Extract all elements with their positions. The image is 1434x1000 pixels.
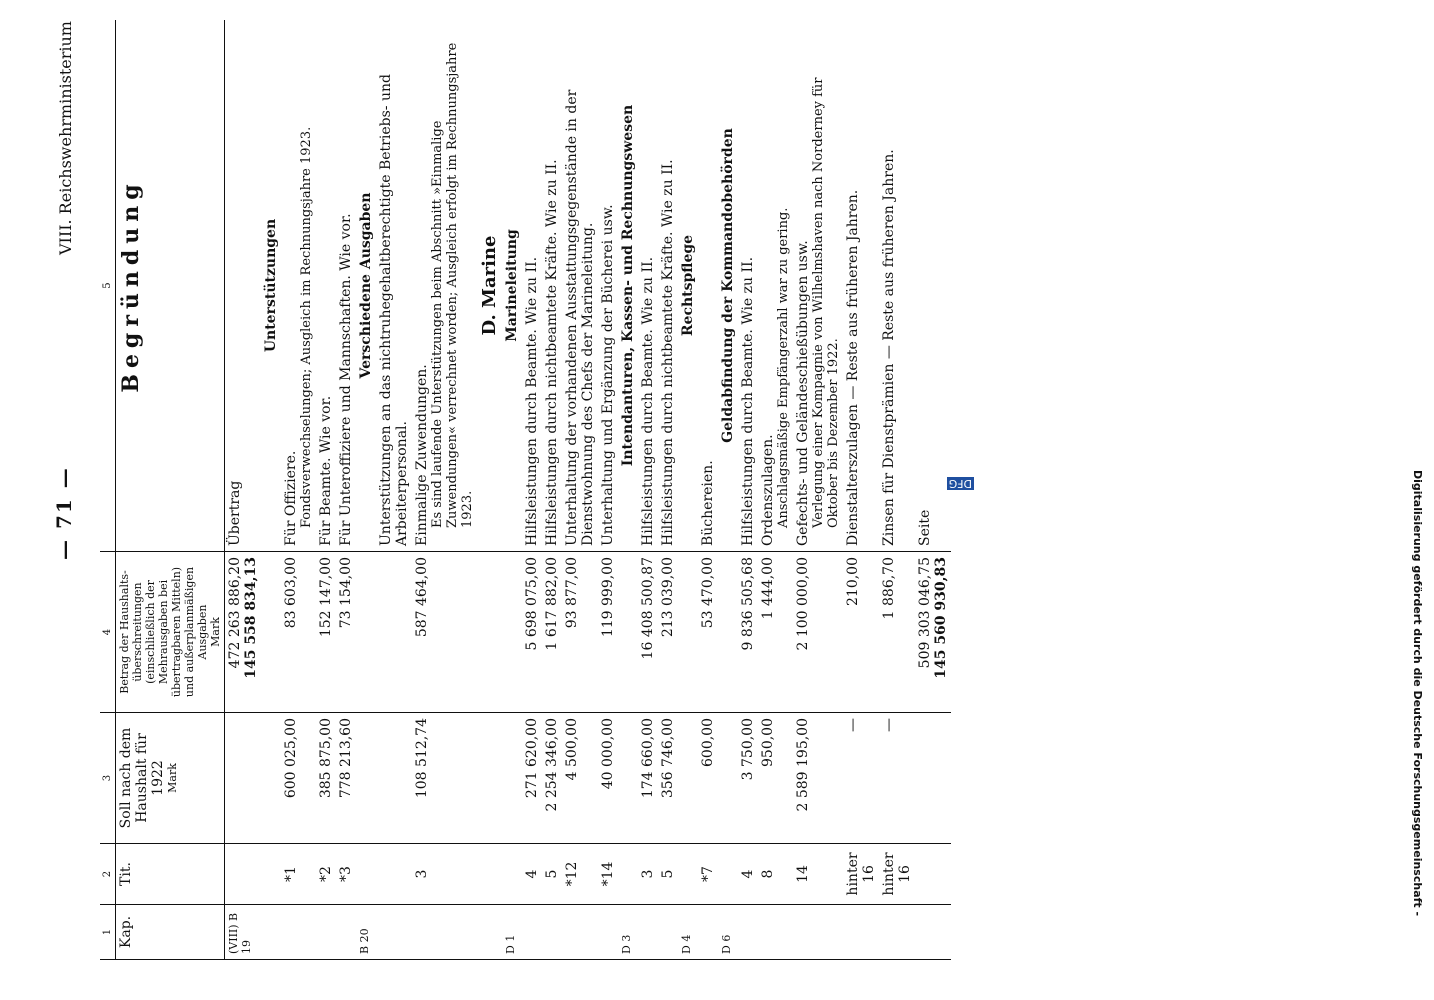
row-kap [281,905,316,960]
row-soll: — [879,713,915,844]
row-heading: Unterstützungen [263,218,279,353]
colnum-3: 3 [100,713,116,844]
row-text [281,20,316,552]
row-text [618,20,638,552]
row-soll [261,713,281,844]
table-row [281,20,316,960]
row-betrag [562,552,598,713]
row-text [376,20,412,552]
row-heading: D. Marine [479,235,500,336]
row-tit: *14 [598,844,618,905]
row-heading: Verschiedene Ausgaben [358,192,374,379]
row-betrag-value: 53 470,00 [700,557,716,629]
header-soll-unit: Mark [166,763,179,793]
row-text [522,20,542,552]
row-text [562,20,598,552]
row-note: Es sind laufende Unterstützungen beim Abschnitt »Einmalige Zuwendungen« verrechnet worden; Ausgleich erfolgt im Rechnungsjahre 1923. [430,42,475,528]
table-row [412,20,477,960]
row-heading: Rechtspflege [680,234,696,337]
table-row [879,20,915,960]
row-tit: 3 [638,844,658,905]
row-tit [618,844,638,905]
row-soll: 3 750,00 [738,713,758,844]
row-text [225,20,262,552]
table-row [598,20,618,960]
table-row [915,20,951,960]
row-tit: 14 [793,844,843,905]
row-description: Hilfsleistungen durch nichtbeamtete Kräfte. Wie zu II. [660,159,676,546]
row-soll: 2 254 346,00 [542,713,562,844]
row-betrag [281,552,316,713]
table-body [225,20,952,960]
row-betrag [477,552,502,713]
table-row [618,20,638,960]
row-description: Unterhaltung der vorhandenen Ausstattungsgegenstände in der Dienstwohnung des Chefs der Marineleitung. [564,89,596,546]
colnum-5: 5 [100,20,116,552]
row-betrag [336,552,356,713]
header-kap: Kap. [116,905,225,960]
row-betrag [879,552,915,713]
row-betrag [542,552,562,713]
table-row [542,20,562,960]
row-text [879,20,915,552]
row-tit: 4 [522,844,542,905]
row-kap [915,905,951,960]
row-soll [502,713,522,844]
row-soll [376,713,412,844]
row-note: Anschlagsmäßige Empfängerzahl war zu gering. [776,207,791,528]
row-kap [412,905,477,960]
row-betrag-value: 213 039,00 [660,557,676,638]
row-betrag-value: 587 464,00 [414,557,430,638]
row-text [412,20,477,552]
row-betrag-value: 472 263 886,20 [227,557,243,669]
row-tit [502,844,522,905]
row-text [793,20,843,552]
table-row [658,20,678,960]
colnum-2: 2 [100,844,116,905]
row-text [598,20,618,552]
row-text [718,20,738,552]
row-betrag-value: 210,00 [845,557,861,606]
row-kap [562,905,598,960]
row-betrag [915,552,951,713]
row-betrag-value: 16 408 500,87 [640,557,656,660]
row-text [542,20,562,552]
row-tit: hinter 16 [843,844,879,905]
row-soll: 600,00 [698,713,718,844]
row-text [261,20,281,552]
row-betrag-value: 2 100 000,00 [795,557,811,651]
row-soll: 950,00 [758,713,793,844]
row-betrag [598,552,618,713]
column-number-row [100,20,116,960]
row-note: Verlegung einer Kompagnie von Wilhelmshaven nach Norderney für Oktober bis Dezember 1922. [811,77,841,528]
row-note: Fondsverwechselungen; Ausgleich im Rechnungsjahre 1923. [299,126,314,528]
row-text [336,20,356,552]
row-betrag-value: 119 999,00 [600,557,616,638]
row-betrag-value: 1 886,70 [881,557,897,620]
row-kap: D 3 [618,905,638,960]
row-kap [261,905,281,960]
header-row [116,20,225,960]
row-text [915,20,951,552]
row-betrag [758,552,793,713]
row-betrag [502,552,522,713]
row-text [477,20,502,552]
row-description: Unterhaltung und Ergänzung der Bücherei usw. [600,204,616,546]
row-kap [316,905,336,960]
table-row [261,20,281,960]
row-soll: 108 512,74 [412,713,477,844]
row-kap [522,905,542,960]
row-betrag [618,552,638,713]
row-soll: 600 025,00 [281,713,316,844]
row-text [843,20,879,552]
row-description: Hilfsleistungen durch Beamte. Wie zu II. [640,256,656,546]
row-heading: Geldabfindung der Kommandobehörden [720,128,736,443]
header-betrag [116,552,225,713]
row-text [638,20,658,552]
row-kap: D 1 [502,905,522,960]
row-tit: *12 [562,844,598,905]
row-tit [718,844,738,905]
row-kap [477,905,502,960]
colnum-1: 1 [100,905,116,960]
row-soll: 40 000,00 [598,713,618,844]
row-tit [477,844,502,905]
row-tit: *1 [281,844,316,905]
row-betrag [356,552,376,713]
row-kap: B 20 [356,905,376,960]
row-betrag-value: 1 444,00 [760,557,776,620]
row-text [658,20,678,552]
row-tit: 4 [738,844,758,905]
row-soll [618,713,638,844]
row-description: Ordenszulagen. [760,434,776,546]
row-text [758,20,793,552]
row-betrag-value: 9 836 505,68 [740,557,756,651]
table-row [562,20,598,960]
row-soll: 4 500,00 [562,713,598,844]
row-soll [225,713,262,844]
row-soll [678,713,698,844]
table-row [678,20,698,960]
table-row [758,20,793,960]
row-description: Büchereien. [700,460,716,546]
row-soll: 174 660,00 [638,713,658,844]
row-kap [336,905,356,960]
table-row [718,20,738,960]
row-kap: (VIII) B 19 [225,905,262,960]
row-soll: — [843,713,879,844]
row-text [738,20,758,552]
row-soll: 356 746,00 [658,713,678,844]
row-text [678,20,698,552]
row-description: Gefechts- und Geländeschießübungen usw. [795,240,811,546]
row-tit: 5 [542,844,562,905]
row-description: Hilfsleistungen durch Beamte. Wie zu II. [524,256,540,546]
row-soll [915,713,951,844]
row-betrag-value-2: 145 560 930,83 [933,557,949,679]
row-betrag [316,552,336,713]
table-row [376,20,412,960]
side-note-text: Digitalisierung gefördert durch die Deutsche Forschungsgemeinschaft - [1411,470,1424,917]
row-tit [356,844,376,905]
row-soll [477,713,502,844]
row-description: Seite [917,509,933,546]
row-tit [261,844,281,905]
row-betrag [678,552,698,713]
row-tit: *2 [316,844,336,905]
table-row [738,20,758,960]
row-betrag-value: 93 877,00 [564,557,580,629]
table-row [522,20,542,960]
row-description: Einmalige Zuwendungen. [414,364,430,546]
table-row [698,20,718,960]
row-betrag [658,552,678,713]
row-tit [376,844,412,905]
row-kap: D 6 [718,905,738,960]
row-soll: 271 620,00 [522,713,542,844]
row-betrag-value: 73 154,00 [338,557,354,629]
row-tit [678,844,698,905]
row-betrag [793,552,843,713]
row-description: Für Unteroffiziere und Mannschaften. Wie vor. [338,213,354,546]
header-begruendung-label: Begründung [118,178,144,393]
row-soll: 778 213,60 [336,713,356,844]
table-row [638,20,658,960]
row-betrag [376,552,412,713]
row-text [698,20,718,552]
row-heading: Marineleitung [504,229,520,342]
row-kap [658,905,678,960]
table-row [477,20,502,960]
row-heading: Intendanturen, Kassen- und Rechnungswesen [620,104,636,467]
row-betrag [412,552,477,713]
row-kap [758,905,793,960]
row-tit [225,844,262,905]
budget-table [100,20,951,960]
table-row [502,20,522,960]
row-kap [598,905,618,960]
header-betrag-label: Betrag der Haushalts-überschreitungen (einschließlich der Mehrausgaben bei übertragbaren Mitteln) und außerplanmäßigen Ausgaben [118,566,209,698]
row-text [502,20,522,552]
row-tit [915,844,951,905]
table-row [843,20,879,960]
row-kap: D 4 [678,905,698,960]
row-kap [793,905,843,960]
header-soll [116,713,225,844]
page-number: — 71 — [52,466,76,560]
colnum-4: 4 [100,552,116,713]
header-betrag-unit: Mark [209,617,222,647]
row-text [356,20,376,552]
row-betrag [638,552,658,713]
row-kap [542,905,562,960]
row-betrag [738,552,758,713]
row-description: Übertrag [227,480,243,546]
row-kap [879,905,915,960]
row-tit: *3 [336,844,356,905]
dfg-badge: DFG [948,477,972,490]
row-tit: hinter 16 [879,844,915,905]
row-kap [843,905,879,960]
row-soll [718,713,738,844]
row-description: Unterstützungen an das nichtruhegehaltberechtigte Betriebs- und Arbeiterpersonal. [378,74,410,546]
table-row [225,20,262,960]
row-description: Zinsen für Dienstprämien — Reste aus früheren Jahren. [881,149,897,546]
header-tit: Tit. [116,844,225,905]
row-description: Hilfsleistungen durch nichtbeamtete Kräfte. Wie zu II. [544,159,560,546]
row-betrag-value: 152 147,00 [318,557,334,638]
row-betrag-value: 5 698 075,00 [524,557,540,651]
row-text [316,20,336,552]
row-soll: 385 875,00 [316,713,336,844]
row-betrag-value: 509 303 046,75 [917,557,933,669]
row-betrag [718,552,738,713]
row-betrag [225,552,262,713]
row-kap [698,905,718,960]
row-betrag-value-2: 145 558 834,13 [243,557,259,679]
header-soll-label: Soll nach dem Haushalt für 1922 [118,727,166,829]
row-soll: 2 589 195,00 [793,713,843,844]
row-tit: 3 [412,844,477,905]
row-description: Für Offiziere. [283,450,299,546]
row-betrag [261,552,281,713]
row-tit: 8 [758,844,793,905]
row-description: Hilfsleistungen durch Beamte. Wie zu II. [740,256,756,546]
row-betrag-value: 1 617 882,00 [544,557,560,651]
row-tit: *7 [698,844,718,905]
row-kap [638,905,658,960]
row-kap [738,905,758,960]
table-row [356,20,376,960]
header-begruendung [116,20,225,552]
row-betrag [843,552,879,713]
row-betrag-value: 83 603,00 [283,557,299,629]
row-description: Dienstalterszulagen — Reste aus früheren Jahren. [845,189,861,546]
row-tit: 5 [658,844,678,905]
section-title: VIII. Reichswehrministerium [56,21,75,255]
row-betrag [522,552,542,713]
table-row [793,20,843,960]
row-soll [356,713,376,844]
row-kap [376,905,412,960]
row-description: Für Beamte. Wie vor. [318,395,334,546]
table-row [316,20,336,960]
row-betrag [698,552,718,713]
table-row [336,20,356,960]
